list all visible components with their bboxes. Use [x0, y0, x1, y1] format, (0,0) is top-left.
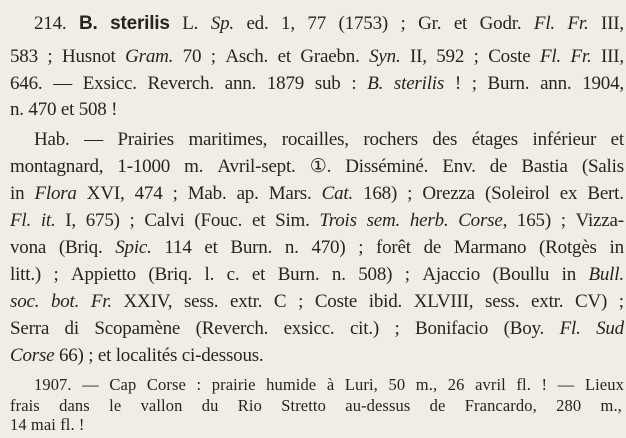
word: herb. [409, 210, 449, 231]
word: Fr. [90, 291, 112, 312]
word: soc. [10, 291, 40, 312]
word: III, [601, 13, 624, 34]
word: Corse [146, 375, 186, 394]
text-run: 66) ; et localités ci-dessous. [54, 345, 264, 366]
text-line [0, 154, 624, 180]
word: : [196, 375, 202, 394]
word: it. [40, 210, 56, 231]
word: 583 [10, 46, 38, 67]
word: Fr. [570, 46, 592, 67]
word: l. [204, 264, 215, 285]
text-line [0, 127, 624, 153]
word: Coste [488, 46, 531, 67]
word: Hab. [34, 129, 70, 150]
word: Burn. [487, 73, 530, 94]
word: Orezza [422, 183, 475, 204]
word: 474 [134, 183, 163, 204]
text-line [0, 208, 624, 234]
word: ed. [246, 13, 269, 34]
word: — [84, 129, 103, 150]
word: exsicc. [283, 318, 335, 339]
word: ann. [540, 73, 572, 94]
word: Reverch. [147, 73, 214, 94]
word: (Boullu [492, 264, 550, 285]
word: Fl. [10, 210, 32, 231]
word: di [64, 318, 79, 339]
word: in [10, 183, 25, 204]
word: ; [129, 210, 135, 231]
text-line [0, 412, 626, 438]
word: Mab. [187, 183, 227, 204]
word: 646. [10, 73, 43, 94]
word: Lieux [584, 375, 624, 394]
word: à [326, 375, 335, 394]
word: Serra [10, 318, 50, 339]
word: ; [471, 73, 477, 94]
word: et [252, 210, 266, 231]
word: XVI, [86, 183, 125, 204]
word: 592 [436, 46, 465, 67]
word: L. [182, 13, 199, 34]
word: in [561, 264, 576, 285]
word: Scopamène [94, 318, 181, 339]
word: (Soleirol [484, 183, 550, 204]
word: Asch. [225, 46, 269, 67]
word: maritimes, [188, 129, 268, 150]
word: Burn. [277, 264, 320, 285]
word: Mars. [268, 183, 312, 204]
word: Corse, [458, 210, 508, 231]
text-line [0, 316, 624, 342]
word: C [273, 291, 287, 312]
word: 675) [85, 210, 120, 231]
italic-text: Corse [10, 345, 55, 366]
word: et [453, 13, 468, 34]
word: Marmano [453, 237, 527, 258]
word: Bert. [587, 183, 624, 204]
word: Disséminé. [345, 156, 429, 177]
word: Avril-sept. [217, 156, 296, 177]
word: Spic. [115, 237, 152, 258]
word: Gr. [418, 13, 442, 34]
word: (Reverch. [195, 318, 269, 339]
word: Env. [442, 156, 476, 177]
word: inférieur [532, 129, 597, 150]
text-line [0, 289, 624, 315]
word: 1, [281, 13, 295, 34]
word: Burn. [230, 237, 273, 258]
word: extr. [531, 291, 564, 312]
word: 470) [311, 237, 346, 258]
text-line [0, 235, 624, 261]
word: (1753) [338, 13, 389, 34]
word: ; [358, 237, 364, 258]
word: Fr. [567, 13, 589, 34]
word: ; [47, 46, 53, 67]
word: au-dessus [345, 396, 411, 415]
word: Cap [109, 375, 137, 394]
word: Sim. [275, 210, 310, 231]
word: ann. [224, 73, 257, 94]
word: frais [10, 396, 40, 415]
word: Rio [237, 396, 262, 415]
word: montagnard, [10, 156, 104, 177]
word: le [109, 396, 122, 415]
text-line [0, 262, 624, 288]
word: Bastia [521, 156, 568, 177]
word: ; [53, 264, 59, 285]
word: ! [454, 73, 461, 94]
text-line [0, 181, 624, 207]
word: des [432, 129, 458, 150]
word: Trois [319, 210, 357, 231]
word: humide [266, 375, 317, 394]
word: Fl. [533, 13, 555, 34]
word: Exsicc. [82, 73, 137, 94]
word: 70 [182, 46, 202, 67]
word: sterilis [110, 13, 170, 34]
word: sess. [485, 291, 520, 312]
word: XXIV, [123, 291, 173, 312]
word: n. [331, 264, 346, 285]
word: Syn. [369, 46, 401, 67]
word: ; [473, 46, 479, 67]
word: sub [314, 73, 341, 94]
word: et [204, 237, 218, 258]
word: B. [367, 73, 384, 94]
word: ap. [236, 183, 259, 204]
word: de [429, 396, 446, 415]
text-line [0, 343, 626, 369]
word: ibid. [368, 291, 403, 312]
word: bot. [50, 291, 80, 312]
word: fl. [516, 375, 531, 394]
word: (Salis [581, 156, 624, 177]
word: ; [560, 210, 566, 231]
word: B. [78, 13, 98, 34]
word: Sp. [210, 13, 234, 34]
text-run: n. 470 et 508 ! [10, 99, 118, 120]
word: (Briq. [148, 264, 193, 285]
word: — [82, 375, 99, 394]
word: ; [172, 183, 178, 204]
word: dans [59, 396, 90, 415]
word: Ajaccio [422, 264, 480, 285]
word: Fl. [539, 46, 561, 67]
word: Stretto [281, 396, 326, 415]
word: étages [471, 129, 518, 150]
word: Bonifacio [415, 318, 489, 339]
word: 114 [164, 237, 192, 258]
word: 165) [516, 210, 551, 231]
word: CV) [574, 291, 608, 312]
word: in [609, 237, 624, 258]
word: — [53, 73, 73, 94]
word: ! [541, 375, 548, 394]
word: litt.) [10, 264, 41, 285]
text-run: 14 mai fl. ! [10, 415, 85, 434]
word: ; [407, 183, 413, 204]
word: de [489, 156, 508, 177]
word: cit.) [349, 318, 380, 339]
word: Prairies [117, 129, 174, 150]
word: sess. [183, 291, 219, 312]
word: Luri, [344, 375, 378, 394]
text-line [0, 44, 624, 70]
word: forêt [376, 237, 411, 258]
text-line [0, 11, 624, 37]
word: Cat. [321, 183, 353, 204]
word: du [201, 396, 219, 415]
word: 168) [363, 183, 398, 204]
word: 214. [34, 13, 67, 34]
word: rochers [363, 129, 418, 150]
word: ①. [309, 156, 332, 177]
word: m., [415, 375, 438, 394]
word: n. [284, 237, 299, 258]
word: ; [210, 46, 216, 67]
word: XLVIII, [413, 291, 474, 312]
word: 26 [447, 375, 465, 394]
word: II, [409, 46, 427, 67]
word: et [277, 46, 291, 67]
word: vallon [140, 396, 183, 415]
word: 50 [388, 375, 406, 394]
word: prairie [211, 375, 256, 394]
word: Husnot [61, 46, 116, 67]
word: ; [618, 291, 624, 312]
word: I, [65, 210, 76, 231]
word: ; [394, 318, 400, 339]
text-line [0, 97, 626, 123]
word: rocailles, [281, 129, 349, 150]
word: 77 [307, 13, 327, 34]
word: extr. [230, 291, 263, 312]
word: et [251, 264, 266, 285]
word: 1904, [582, 73, 624, 94]
word: Gram. [125, 46, 174, 67]
word: Coste [314, 291, 358, 312]
word: de [423, 237, 442, 258]
word: 1-1000 [117, 156, 171, 177]
word: vona [10, 237, 47, 258]
word: avril [475, 375, 506, 394]
word: (Rotgès [539, 237, 597, 258]
word: Flora [34, 183, 77, 204]
word: (Briq. [58, 237, 103, 258]
word: ; [404, 264, 410, 285]
word: — [557, 375, 575, 394]
word: ex [559, 183, 578, 204]
word: 1879 [266, 73, 305, 94]
word: Godr. [479, 13, 522, 34]
word: 508) [358, 264, 393, 285]
text-line [0, 71, 624, 97]
word: Vizza- [575, 210, 624, 231]
word: Graebn. [300, 46, 360, 67]
word: Sud [596, 318, 624, 339]
word: ; [298, 291, 304, 312]
word: : [351, 73, 357, 94]
word: Bull. [588, 264, 624, 285]
word: Fl. [559, 318, 581, 339]
word: ; [400, 13, 406, 34]
word: Francardo, [464, 396, 537, 415]
word: m., [600, 396, 622, 415]
word: sem. [366, 210, 401, 231]
word: (Fouc. [194, 210, 243, 231]
word: et [610, 129, 624, 150]
word: Appietto [71, 264, 136, 285]
word: m. [184, 156, 204, 177]
word: 280 [556, 396, 582, 415]
word: c. [226, 264, 240, 285]
word: Calvi [144, 210, 185, 231]
word: 1907. [34, 375, 72, 394]
word: III, [600, 46, 624, 67]
word: sterilis [393, 73, 445, 94]
word: (Boy. [503, 318, 545, 339]
